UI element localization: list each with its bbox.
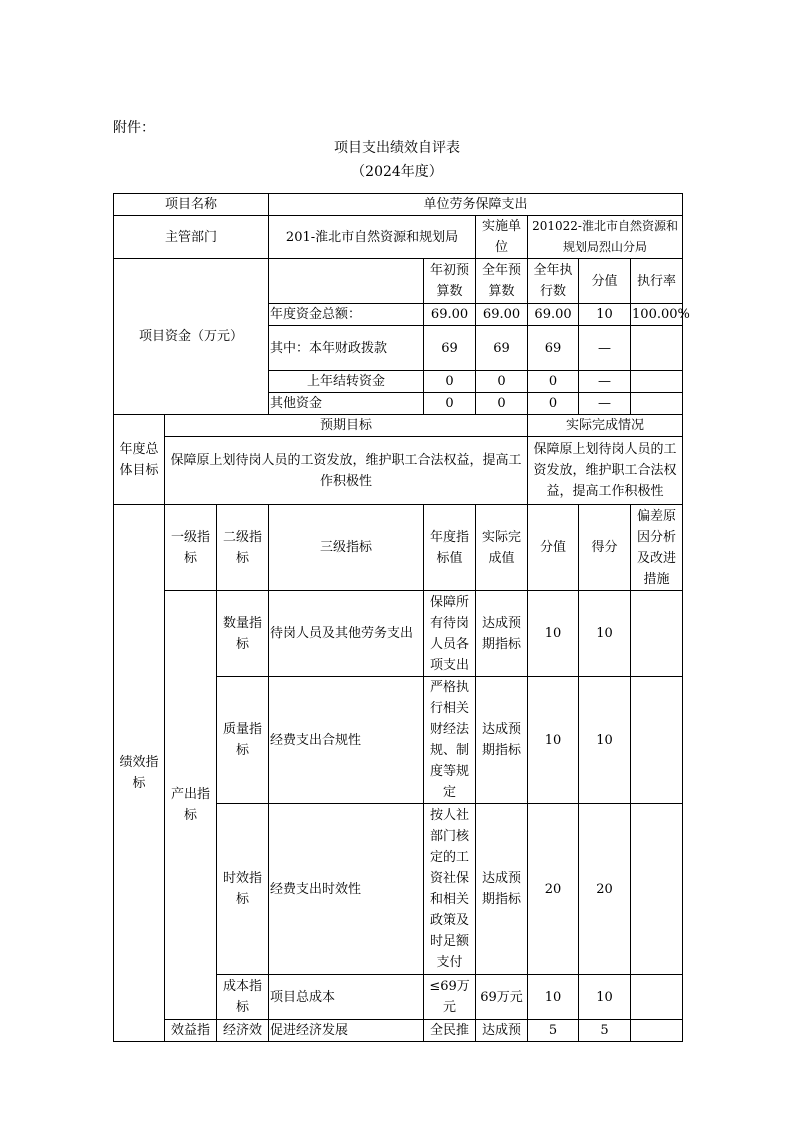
perf-target: 按人社部门核定的工资社保和相关政策及时足额支付: [424, 804, 476, 975]
perf-header: 年度指标值: [424, 505, 476, 591]
funds-cell: [631, 326, 683, 371]
perf-score: 10: [528, 975, 579, 1020]
perf-deviation: [631, 804, 683, 975]
funds-header: 执行率: [631, 259, 683, 304]
funds-cell: 0: [476, 371, 528, 393]
project-name-label: 项目名称: [114, 194, 269, 216]
benefit-indicator-label: 效益指: [165, 1020, 217, 1042]
funds-header-blank: [269, 259, 424, 304]
project-name-value: 单位劳务保障支出: [269, 194, 683, 216]
funds-row-label: 年度资金总额：: [269, 304, 424, 326]
annex-label: 附件：: [113, 120, 155, 136]
perf-header: 实际完成值: [476, 505, 528, 591]
funds-cell: —: [579, 371, 631, 393]
funds-cell: 69: [476, 326, 528, 371]
funds-cell: 69: [424, 326, 476, 371]
funds-row-label: 其中：本年财政拨款: [269, 326, 424, 371]
funds-cell: —: [579, 393, 631, 415]
perf-header: 分值: [528, 505, 579, 591]
perf-actual: 69万元: [476, 975, 528, 1020]
funds-cell: 100.00%: [631, 304, 683, 326]
perf-header: 偏差原因分析及改进措施: [631, 505, 683, 591]
funds-cell: [631, 393, 683, 415]
actual-result-text: 保障原上划待岗人员的工资发放，维护职工合法权益，提高工作积极性: [528, 437, 683, 505]
perf-l2: 时效指标: [217, 804, 269, 975]
funds-header: 年初预算数: [424, 259, 476, 304]
self-evaluation-table: [113, 193, 690, 1042]
expected-goal-text: 保障原上划待岗人员的工资发放，维护职工合法权益，提高工作积极性: [165, 437, 528, 505]
perf-l3: 经费支出时效性: [269, 804, 424, 975]
funds-cell: [631, 371, 683, 393]
expected-goal-label: 预期目标: [165, 415, 528, 437]
funds-cell: 69.00: [424, 304, 476, 326]
perf-deviation: [631, 975, 683, 1020]
perf-l3: 促进经济发展: [269, 1020, 424, 1042]
funds-cell: 69: [528, 326, 579, 371]
funds-header: 分值: [579, 259, 631, 304]
funds-cell: —: [579, 326, 631, 371]
perf-l3: 待岗人员及其他劳务支出: [269, 591, 424, 677]
funds-label: 项目资金（万元）: [114, 259, 269, 415]
perf-got: 5: [579, 1020, 631, 1042]
perf-target: 保障所有待岗人员各项支出: [424, 591, 476, 677]
perf-target: ≤69万元: [424, 975, 476, 1020]
funds-cell: 0: [528, 393, 579, 415]
funds-header: 全年预算数: [476, 259, 528, 304]
impl-unit-label: 实施单位: [476, 216, 528, 259]
perf-deviation: [631, 677, 683, 804]
perf-score: 20: [528, 804, 579, 975]
funds-cell: 0: [476, 393, 528, 415]
perf-actual: 达成预期指标: [476, 804, 528, 975]
funds-cell: 0: [424, 393, 476, 415]
perf-target: 严格执行相关财经法规、制度等规定: [424, 677, 476, 804]
perf-header: 三级指标: [269, 505, 424, 591]
output-indicator-label: 产出指标: [165, 591, 217, 1020]
perf-got: 20: [579, 804, 631, 975]
funds-cell: 10: [579, 304, 631, 326]
perf-deviation: [631, 591, 683, 677]
impl-unit-value: 201022-淮北市自然资源和规划局烈山分局: [528, 216, 683, 259]
funds-cell: 0: [528, 371, 579, 393]
perf-header: 一级指标: [165, 505, 217, 591]
perf-target: 全民推: [424, 1020, 476, 1042]
perf-l2: 经济效: [217, 1020, 269, 1042]
page-title: 项目支出绩效自评表: [334, 140, 460, 156]
perf-score: 10: [528, 677, 579, 804]
perf-header: 二级指标: [217, 505, 269, 591]
perf-deviation: [631, 1020, 683, 1042]
annual-goal-label: 年度总体目标: [114, 415, 165, 505]
funds-row-label: 其他资金: [269, 393, 424, 415]
perf-actual: 达成预期指标: [476, 591, 528, 677]
perf-l2: 数量指标: [217, 591, 269, 677]
perf-actual: 达成预: [476, 1020, 528, 1042]
perf-l3: 经费支出合规性: [269, 677, 424, 804]
perf-actual: 达成预期指标: [476, 677, 528, 804]
perf-got: 10: [579, 677, 631, 804]
perf-got: 10: [579, 591, 631, 677]
perf-got: 10: [579, 975, 631, 1020]
actual-result-label: 实际完成情况: [528, 415, 683, 437]
perf-header: 得分: [579, 505, 631, 591]
performance-label: 绩效指标: [114, 505, 165, 1042]
dept-value: 201-淮北市自然资源和规划局: [269, 216, 476, 259]
dept-label: 主管部门: [114, 216, 269, 259]
funds-header: 全年执行数: [528, 259, 579, 304]
report-year: （2024年度）: [351, 164, 443, 180]
funds-row-label: 上年结转资金: [269, 371, 424, 393]
perf-l3: 项目总成本: [269, 975, 424, 1020]
perf-score: 5: [528, 1020, 579, 1042]
funds-cell: 0: [424, 371, 476, 393]
funds-cell: 69.00: [528, 304, 579, 326]
perf-l2: 成本指标: [217, 975, 269, 1020]
perf-score: 10: [528, 591, 579, 677]
perf-l2: 质量指标: [217, 677, 269, 804]
funds-cell: 69.00: [476, 304, 528, 326]
